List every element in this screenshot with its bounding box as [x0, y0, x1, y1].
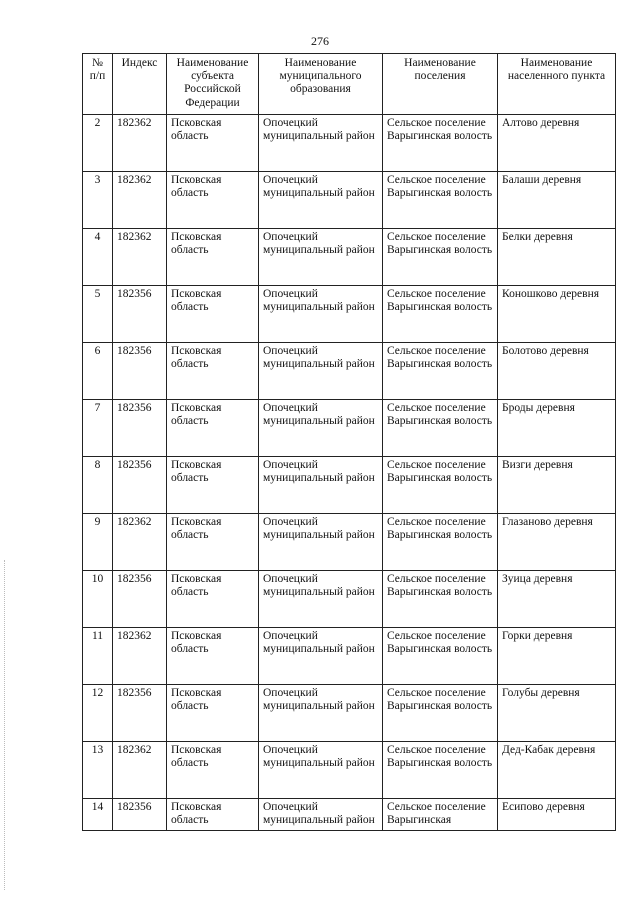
cell-subject: Псковская область — [167, 799, 259, 831]
cell-number: 6 — [83, 343, 113, 400]
cell-index: 182356 — [113, 286, 167, 343]
localities-table — [82, 53, 616, 831]
table-row — [83, 628, 616, 685]
table-row — [83, 685, 616, 742]
cell-number: 10 — [83, 571, 113, 628]
cell-locality: Белки деревня — [498, 229, 616, 286]
cell-locality: Зуица деревня — [498, 571, 616, 628]
cell-settlement: Сельское поселение Варыгинская волость — [383, 343, 498, 400]
cell-settlement: Сельское поселение Варыгинская волость — [383, 742, 498, 799]
cell-number: 8 — [83, 457, 113, 514]
cell-locality: Горки деревня — [498, 628, 616, 685]
cell-index: 182362 — [113, 229, 167, 286]
cell-index: 182362 — [113, 172, 167, 229]
cell-municipality: Опочецкий муниципальный район — [259, 571, 383, 628]
header-subject: Наименование субъекта Российской Федерации — [167, 54, 259, 115]
cell-number: 2 — [83, 115, 113, 172]
cell-municipality: Опочецкий муниципальный район — [259, 115, 383, 172]
cell-settlement: Сельское поселение Варыгинская волость — [383, 457, 498, 514]
cell-municipality: Опочецкий муниципальный район — [259, 400, 383, 457]
cell-municipality: Опочецкий муниципальный район — [259, 172, 383, 229]
cell-locality: Алтово деревня — [498, 115, 616, 172]
cell-municipality: Опочецкий муниципальный район — [259, 742, 383, 799]
cell-index: 182356 — [113, 799, 167, 831]
cell-settlement: Сельское поселение Варыгинская волость — [383, 571, 498, 628]
table-row — [83, 115, 616, 172]
cell-number: 5 — [83, 286, 113, 343]
cell-settlement: Сельское поселение Варыгинская волость — [383, 115, 498, 172]
cell-settlement: Сельское поселение Варыгинская волость — [383, 400, 498, 457]
cell-municipality: Опочецкий муниципальный район — [259, 286, 383, 343]
cell-number: 14 — [83, 799, 113, 831]
scan-edge-marks — [4, 560, 7, 890]
cell-locality: Есипово деревня — [498, 799, 616, 831]
table-header-row — [83, 54, 616, 115]
cell-municipality: Опочецкий муниципальный район — [259, 628, 383, 685]
cell-subject: Псковская область — [167, 229, 259, 286]
cell-subject: Псковская область — [167, 400, 259, 457]
cell-index: 182362 — [113, 514, 167, 571]
cell-settlement: Сельское поселение Варыгинская волость — [383, 172, 498, 229]
cell-locality: Дед-Кабак деревня — [498, 742, 616, 799]
cell-settlement: Сельское поселение Варыгинская волость — [383, 229, 498, 286]
cell-settlement: Сельское поселение Варыгинская волость — [383, 685, 498, 742]
cell-number: 13 — [83, 742, 113, 799]
table-row — [83, 286, 616, 343]
cell-municipality: Опочецкий муниципальный район — [259, 457, 383, 514]
table-row — [83, 799, 616, 831]
table-row — [83, 457, 616, 514]
cell-index: 182356 — [113, 685, 167, 742]
cell-municipality: Опочецкий муниципальный район — [259, 799, 383, 831]
cell-locality: Броды деревня — [498, 400, 616, 457]
cell-subject: Псковская область — [167, 457, 259, 514]
header-locality: Наименование населенного пункта — [498, 54, 616, 115]
cell-subject: Псковская область — [167, 571, 259, 628]
cell-municipality: Опочецкий муниципальный район — [259, 343, 383, 400]
table-row — [83, 514, 616, 571]
cell-index: 182356 — [113, 571, 167, 628]
cell-settlement: Сельское поселение Варыгинская волость — [383, 514, 498, 571]
cell-number: 11 — [83, 628, 113, 685]
cell-locality: Болотово деревня — [498, 343, 616, 400]
table-row — [83, 229, 616, 286]
cell-subject: Псковская область — [167, 628, 259, 685]
cell-settlement: Сельское поселение Варыгинская волость — [383, 628, 498, 685]
cell-locality: Визги деревня — [498, 457, 616, 514]
cell-index: 182362 — [113, 628, 167, 685]
table-row — [83, 742, 616, 799]
table-row — [83, 400, 616, 457]
cell-index: 182356 — [113, 400, 167, 457]
cell-subject: Псковская область — [167, 286, 259, 343]
cell-locality: Глазаново деревня — [498, 514, 616, 571]
cell-settlement: Сельское поселение Варыгинская волость — [383, 286, 498, 343]
header-number: № п/п — [83, 54, 113, 115]
cell-locality: Голубы деревня — [498, 685, 616, 742]
cell-index: 182362 — [113, 742, 167, 799]
header-settlement: Наименование поселения — [383, 54, 498, 115]
cell-index: 182362 — [113, 115, 167, 172]
cell-settlement: Сельское поселение Варыгинская — [383, 799, 498, 831]
cell-subject: Псковская область — [167, 514, 259, 571]
table-row — [83, 172, 616, 229]
cell-number: 4 — [83, 229, 113, 286]
cell-number: 7 — [83, 400, 113, 457]
cell-number: 3 — [83, 172, 113, 229]
cell-number: 12 — [83, 685, 113, 742]
cell-municipality: Опочецкий муниципальный район — [259, 685, 383, 742]
cell-subject: Псковская область — [167, 115, 259, 172]
page-number: 276 — [311, 34, 329, 48]
cell-subject: Псковская область — [167, 685, 259, 742]
cell-subject: Псковская область — [167, 172, 259, 229]
header-municipality: Наименование муниципального образования — [259, 54, 383, 115]
cell-municipality: Опочецкий муниципальный район — [259, 514, 383, 571]
cell-locality: Балаши деревня — [498, 172, 616, 229]
cell-index: 182356 — [113, 457, 167, 514]
cell-locality: Коношково деревня — [498, 286, 616, 343]
cell-subject: Псковская область — [167, 742, 259, 799]
header-index: Индекс — [113, 54, 167, 115]
table-row — [83, 571, 616, 628]
table-row — [83, 343, 616, 400]
cell-municipality: Опочецкий муниципальный район — [259, 229, 383, 286]
cell-subject: Псковская область — [167, 343, 259, 400]
cell-number: 9 — [83, 514, 113, 571]
cell-index: 182356 — [113, 343, 167, 400]
